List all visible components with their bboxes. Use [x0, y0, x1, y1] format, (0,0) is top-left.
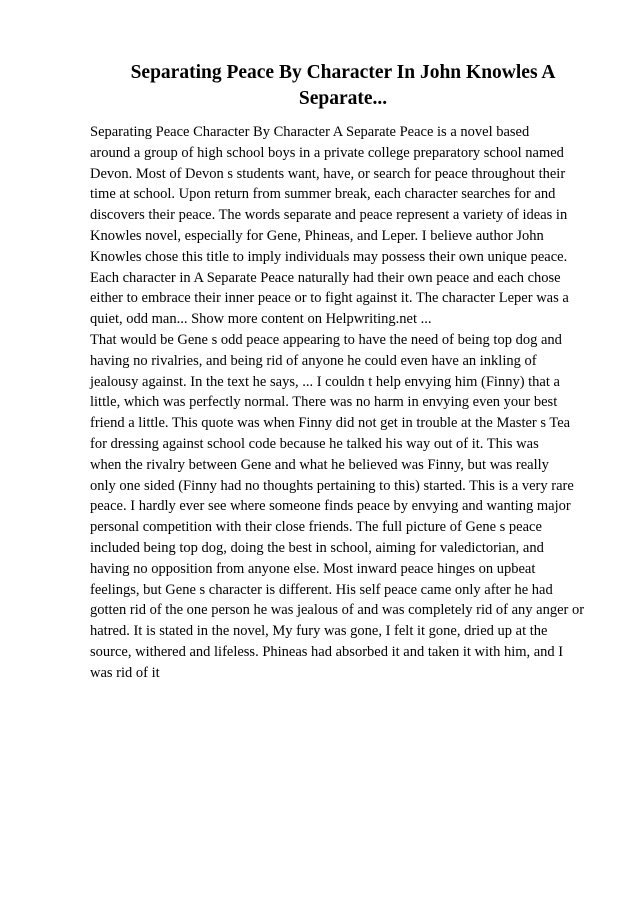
body-line: personal competition with their close friends. The full picture of Gene s peace	[90, 519, 542, 536]
body-line: peace. I hardly ever see where someone finds peace by envying and wanting major	[90, 498, 571, 515]
body-line: Knowles novel, especially for Gene, Phineas, and Leper. I believe author John	[90, 227, 544, 244]
body-line: Each character in A Separate Peace naturally had their own peace and each chose	[90, 269, 561, 286]
title-line-2: Separate...	[298, 88, 388, 109]
body-line: hatred. It is stated in the novel, My fury was gone, I felt it gone, dried up at the	[90, 623, 548, 640]
body-line: friend a little. This quote was when Finny did not get in trouble at the Master s Tea	[90, 415, 571, 432]
body-line: time at school. Upon return from summer break, each character searches for and	[90, 186, 556, 203]
body-line: quiet, odd man... Show more content on Helpwriting.net ...	[90, 311, 432, 328]
body-line: when the rivalry between Gene and what he believed was Finny, but was really	[90, 456, 549, 473]
body-line: source, withered and lifeless. Phineas had absorbed it and taken it with him, and I	[90, 643, 564, 660]
document-body	[90, 122, 602, 684]
body-line: little, which was perfectly normal. There was no harm in envying even your best	[90, 394, 558, 411]
body-line: That would be Gene s odd peace appearing to have the need of being top dog and	[90, 331, 562, 348]
body-line: was rid of it	[90, 664, 160, 681]
body-line: for dressing against school code because he talked his way out of it. This was	[90, 435, 539, 452]
body-line: feelings, but Gene s character is different. His self peace came only after he had	[90, 581, 553, 598]
body-line: discovers their peace. The words separate and peace represent a variety of ideas in	[90, 207, 568, 224]
body-line: Devon. Most of Devon s students want, have, or search for peace throughout their	[90, 165, 566, 182]
title-line-1: Separating Peace By Character In John Knowles A	[130, 62, 556, 83]
body-line: around a group of high school boys in a private college preparatory school named	[90, 144, 564, 161]
body-line: either to embrace their inner peace or to fight against it. The character Leper was a	[90, 290, 569, 307]
body-line: having no opposition from anyone else. Most inward peace hinges on upbeat	[90, 560, 536, 577]
body-line: included being top dog, doing the best in school, aiming for valedictorian, and	[90, 539, 544, 556]
body-line: Knowles chose this title to imply individuals may possess their own unique peace.	[90, 248, 568, 265]
body-line: gotten rid of the one person he was jealous of and was completely rid of any anger or	[90, 602, 585, 619]
body-line: having no rivalries, and being rid of anyone he could even have an inkling of	[90, 352, 537, 369]
body-line: jealousy against. In the text he says, ... I couldn t help envying him (Finny) that a	[90, 373, 560, 390]
body-line: Separating Peace Character By Character A Separate Peace is a novel based	[90, 124, 530, 140]
body-line: only one sided (Finny had no thoughts pertaining to this) started. This is a very rare	[90, 477, 574, 494]
document-title	[90, 60, 596, 112]
